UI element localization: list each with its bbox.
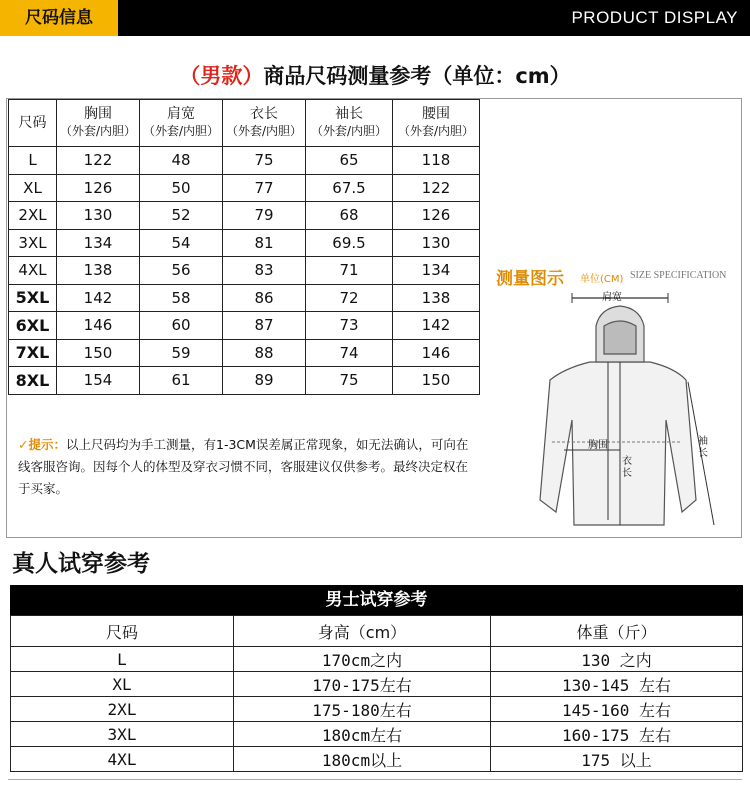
table-cell: 71: [306, 257, 393, 285]
table-cell: 56: [140, 257, 223, 285]
table-cell: 5XL: [9, 284, 57, 312]
table-cell: 138: [57, 257, 140, 285]
diagram-spec: SIZE SPECIFICATION: [630, 270, 727, 281]
table-cell: 130-145 左右: [491, 672, 743, 697]
table-cell: 146: [57, 312, 140, 340]
table-cell: 130 之内: [491, 647, 743, 672]
tryon-header-height: 身高（cm）: [234, 616, 491, 647]
table-row: [11, 647, 743, 672]
measurement-note: [18, 434, 473, 500]
chest-label: 胸围: [588, 440, 608, 451]
table-cell: 75: [223, 147, 306, 175]
table-row: [9, 367, 480, 395]
table-row: [9, 202, 480, 230]
table-cell: 122: [393, 174, 480, 202]
table-cell: 2XL: [11, 697, 234, 722]
table-cell: 180cm以上: [234, 747, 491, 772]
table-cell: 175-180左右: [234, 697, 491, 722]
header-length: 衣长 （外套/内胆）: [223, 100, 306, 147]
table-cell: 87: [223, 312, 306, 340]
table-cell: 126: [393, 202, 480, 230]
table-row: [9, 229, 480, 257]
table-row: [11, 747, 743, 772]
table-cell: 170-175左右: [234, 672, 491, 697]
size-info-tag: 尺码信息: [0, 0, 118, 36]
table-cell: 145-160 左右: [491, 697, 743, 722]
table-cell: 81: [223, 229, 306, 257]
tryon-header-size: 尺码: [11, 616, 234, 647]
table-cell: 3XL: [11, 722, 234, 747]
table-cell: 2XL: [9, 202, 57, 230]
table-cell: 160-175 左右: [491, 722, 743, 747]
table-cell: 52: [140, 202, 223, 230]
table-cell: 65: [306, 147, 393, 175]
table-cell: 7XL: [9, 339, 57, 367]
table-row: [9, 284, 480, 312]
table-cell: 79: [223, 202, 306, 230]
table-row: [11, 722, 743, 747]
table-cell: 4XL: [11, 747, 234, 772]
tryon-table: [10, 585, 743, 772]
table-row: [9, 257, 480, 285]
header-sleeve: 袖长 （外套/内胆）: [306, 100, 393, 147]
table-cell: 118: [393, 147, 480, 175]
table-cell: L: [11, 647, 234, 672]
shoulder-label: 肩宽: [602, 292, 622, 303]
table-cell: 150: [57, 339, 140, 367]
title-prefix: （男款）: [179, 64, 264, 88]
tryon-header-row: [11, 616, 743, 647]
table-cell: 68: [306, 202, 393, 230]
table-cell: 73: [306, 312, 393, 340]
table-cell: 74: [306, 339, 393, 367]
table-cell: 61: [140, 367, 223, 395]
table-cell: 48: [140, 147, 223, 175]
table-cell: 60: [140, 312, 223, 340]
table-cell: 134: [57, 229, 140, 257]
diagram-unit: 单位(CM): [580, 274, 624, 285]
table-cell: 8XL: [9, 367, 57, 395]
table-cell: 86: [223, 284, 306, 312]
table-row: [9, 147, 480, 175]
checkmark-icon: ✓: [18, 437, 29, 452]
table-row: [9, 339, 480, 367]
note-tip-label: 提示：: [28, 437, 66, 452]
product-display-label: PRODUCT DISPLAY: [571, 8, 738, 27]
table-cell: 138: [393, 284, 480, 312]
header-shoulder: 肩宽 （外套/内胆）: [140, 100, 223, 147]
table-cell: 170cm之内: [234, 647, 491, 672]
table-row: [11, 697, 743, 722]
length-label: 衣长: [622, 456, 632, 479]
table-cell: 3XL: [9, 229, 57, 257]
table-cell: 88: [223, 339, 306, 367]
tryon-caption: 男士试穿参考: [10, 585, 743, 615]
table-cell: 122: [57, 147, 140, 175]
table-cell: L: [9, 147, 57, 175]
table-cell: 142: [393, 312, 480, 340]
title-main: 商品尺码测量参考（单位：cm）: [263, 64, 571, 88]
tryon-header-weight: 体重（斤）: [491, 616, 743, 647]
diagram-title: 测量图示: [496, 269, 564, 289]
table-row: [11, 672, 743, 697]
table-cell: 75: [306, 367, 393, 395]
table-row: [9, 312, 480, 340]
page-title: [0, 60, 750, 90]
header-chest: 胸围 （外套/内胆）: [57, 100, 140, 147]
table-cell: 54: [140, 229, 223, 257]
table-cell: 67.5: [306, 174, 393, 202]
table-cell: 134: [393, 257, 480, 285]
table-cell: 150: [393, 367, 480, 395]
table-cell: 130: [57, 202, 140, 230]
table-cell: 83: [223, 257, 306, 285]
table-cell: XL: [9, 174, 57, 202]
table-cell: 126: [57, 174, 140, 202]
size-table-header: [9, 100, 480, 147]
table-cell: 89: [223, 367, 306, 395]
table-row: [9, 174, 480, 202]
table-cell: 6XL: [9, 312, 57, 340]
header-size: 尺码: [9, 100, 57, 147]
table-cell: 59: [140, 339, 223, 367]
table-cell: 58: [140, 284, 223, 312]
measurement-diagram: [490, 250, 740, 535]
header-waist: 腰围 （外套/内胆）: [393, 100, 480, 147]
table-cell: XL: [11, 672, 234, 697]
table-cell: 72: [306, 284, 393, 312]
table-cell: 175 以上: [491, 747, 743, 772]
table-cell: 4XL: [9, 257, 57, 285]
table-cell: 180cm左右: [234, 722, 491, 747]
table-cell: 130: [393, 229, 480, 257]
table-cell: 69.5: [306, 229, 393, 257]
table-cell: 50: [140, 174, 223, 202]
header-bar: [0, 0, 750, 36]
size-table: [8, 99, 480, 395]
table-cell: 77: [223, 174, 306, 202]
sleeve-label: 袖长: [698, 436, 708, 459]
table-cell: 154: [57, 367, 140, 395]
table-cell: 146: [393, 339, 480, 367]
tryon-section-title: 真人试穿参考: [12, 551, 150, 577]
divider: [8, 779, 742, 780]
table-cell: 142: [57, 284, 140, 312]
note-text: 以上尺码均为手工测量，有1-3CM误差属正常现象，如无法确认，可向在线客服咨询。因每个人的体型及穿衣习惯不同，客服建议仅供参考。最终决定权在于买家。: [18, 437, 469, 496]
